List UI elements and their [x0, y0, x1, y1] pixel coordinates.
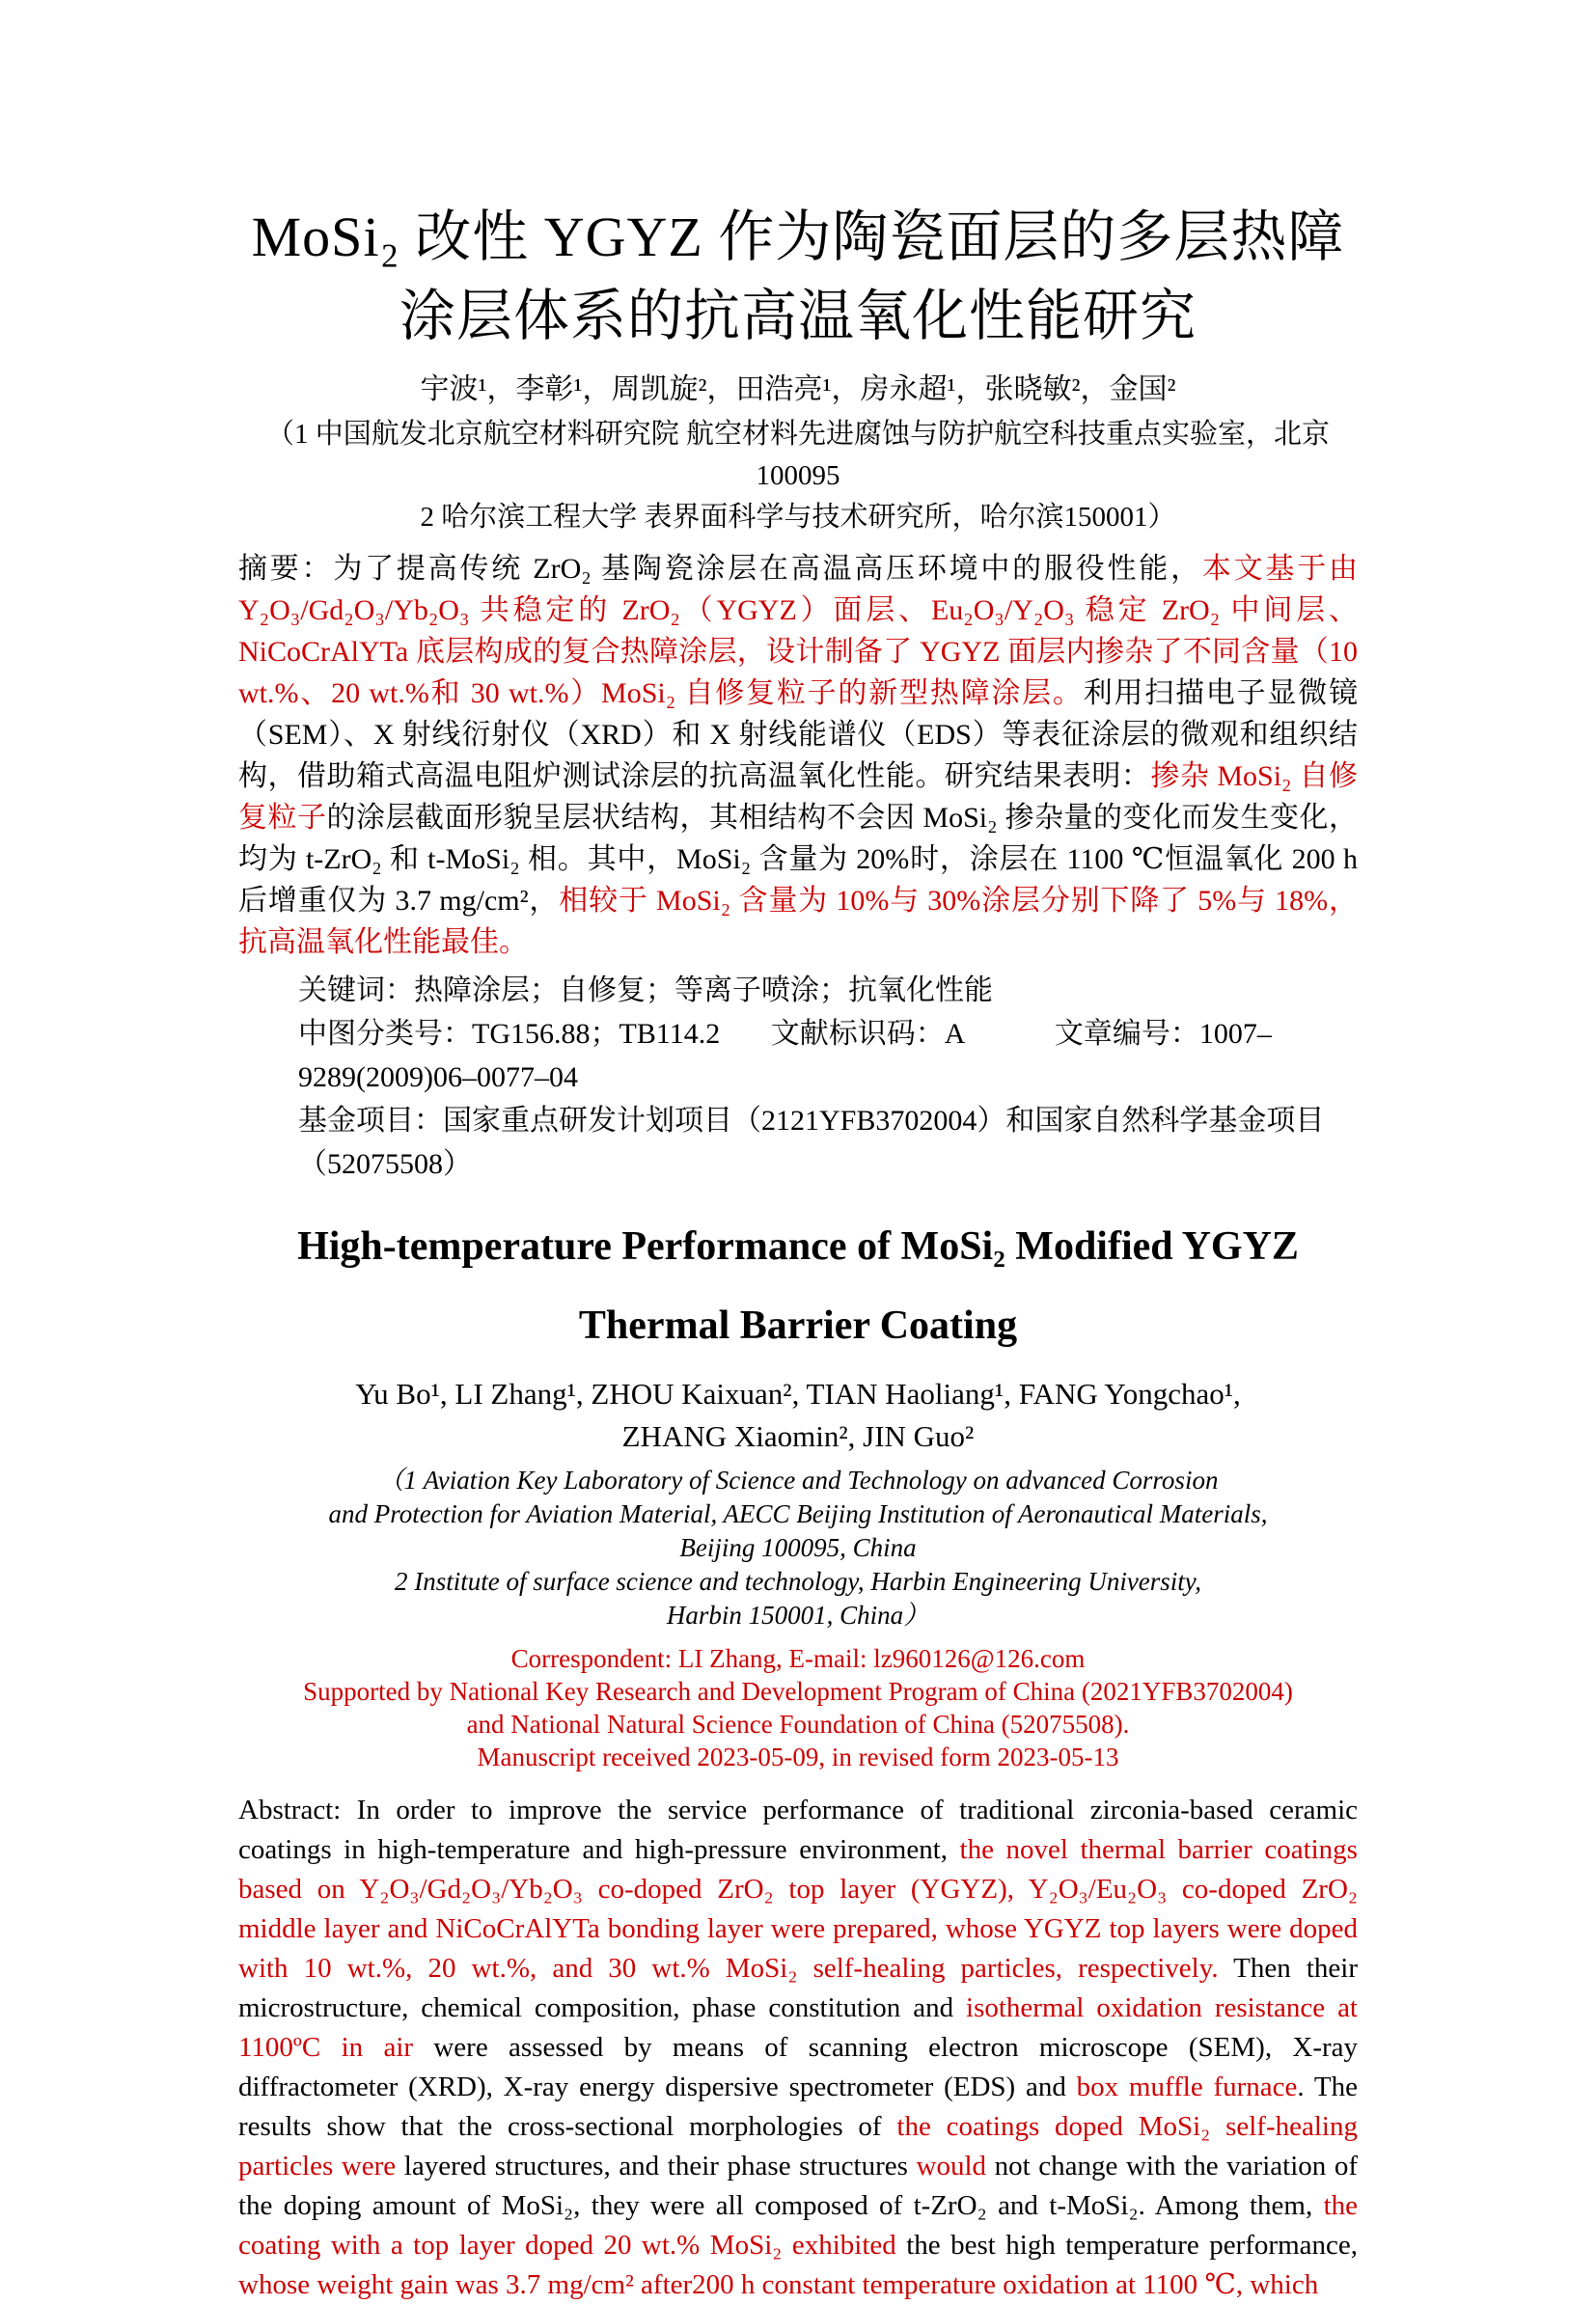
line: Yu Bo¹, LI Zhang¹, ZHOU Kaixuan², TIAN Haoliang¹, FANG Yongchao¹,	[355, 1377, 1241, 1411]
text-segment: would	[916, 2151, 987, 2182]
english-abstract	[238, 1791, 1358, 2305]
keywords-line	[298, 969, 1358, 1012]
line: Manuscript received 2023-05-09, in revised form 2023-05-13	[477, 1742, 1119, 1771]
text-segment: 相较于 MoSi₂ 含量为 10%与 30%涂层分别下降了 5%与 18%，抗高温氧化性能最佳。	[238, 885, 1358, 958]
line: Supported by National Key Research and Development Program of China (2021YFB3702004)	[303, 1677, 1293, 1706]
line: MoSi₂ 改性 YGYZ 作为陶瓷面层的多层热障	[251, 206, 1345, 268]
line: 2 Institute of surface science and technology, Harbin Engineering University,	[394, 1567, 1202, 1596]
text-segment: Abstract: In order to improve the service performance of traditional zirconia-based ceramic coatings in high-temperature and high-pressure environment,	[238, 1795, 1358, 1865]
article-id: 文章编号：1007–9289(2009)06–0077–04	[298, 1018, 1272, 1093]
line: ZHANG Xiaomin², JIN Guo²	[621, 1419, 975, 1453]
line: Beijing 100095, China	[679, 1533, 917, 1562]
text-segment: box muffle furnace	[1076, 2072, 1298, 2102]
chinese-authors: 宇波¹，李彰¹，周凯旋²，田浩亮¹，房永超¹，张晓敏²，金国²	[420, 373, 1176, 405]
english-title	[238, 1207, 1358, 1365]
document-code: 文献标识码：A	[770, 1018, 966, 1050]
classification-line	[298, 1012, 1358, 1099]
text-segment: layered structures, and their phase structures	[396, 2151, 917, 2182]
clc-number: 中图分类号：TG156.88；TB114.2	[298, 1018, 721, 1050]
text-segment: Then their microstructure, chemical composition, phase constitution and	[238, 1953, 1358, 2023]
text-segment: whose weight gain was 3.7 mg/cm² after200 h constant temperature oxidation at 1100 ℃, which	[238, 2269, 1319, 2300]
line: Correspondent: LI Zhang, E-mail: lz960126@126.com	[510, 1644, 1086, 1673]
text-segment: 本文基于由 Y₂O₃/Gd₂O₃/Yb₂O₃ 共稳定的 ZrO₂（YGYZ）面层、Eu₂O₃/Y₂O₃ 稳定 ZrO₂ 中间层、NiCoCrAlYTa 底层构成的复合热障涂层，设计制备了 YGYZ 面层内掺杂了不同含量（10 wt.%、20 wt.%和 30 wt.%）MoSi₂ 自修复粒子的新型热障涂层。	[238, 553, 1358, 709]
funding-text: 基金项目：国家重点研发计划项目（2121YFB3702004）和国家自然科学基金项目（52075508）	[298, 1105, 1325, 1180]
text-segment: the novel thermal barrier coatings based on Y₂O₃/Gd₂O₃/Yb₂O₃ co-doped ZrO₂ top layer (YGYZ), Y₂O₃/Eu₂O₃ co-doped ZrO₂ middle layer and NiCoCrAlYTa bonding layer were prepared, whose YGYZ top layers were doped with 10 wt.%, 20 wt.%, and 30 wt.% MoSi₂ self-healing particles, respectively.	[238, 1834, 1358, 1984]
text-segment: not change with the variation of the doping amount of MoSi₂, they were all composed of t-ZrO₂ and t-MoSi₂. Among them,	[238, 2151, 1359, 2221]
text-segment: the best high temperature performance,	[895, 2230, 1359, 2261]
line: （1 Aviation Key Laboratory of Science and Technology on advanced Corrosion	[377, 1466, 1219, 1495]
chinese-affiliations	[238, 414, 1358, 538]
text-segment: isothermal oxidation resistance at 1100ºC in air	[238, 1992, 1358, 2063]
text-segment: were assessed by means of scanning electron microscope (SEM), X-ray diffractometer (XRD), X-ray energy dispersive spectrometer (EDS) and	[238, 2032, 1359, 2102]
text-segment: 掺杂 MoSi₂ 自修复粒子	[238, 760, 1359, 834]
line: Harbin 150001, China）	[666, 1601, 930, 1630]
text-segment: the coating with a top layer doped 20 wt.% MoSi₂ exhibited	[238, 2190, 1358, 2261]
text-segment: . The results show that the cross-sectional morphologies of	[238, 2072, 1358, 2142]
keywords-text: 关键词：热障涂层；自修复；等离子喷涂；抗氧化性能	[298, 974, 993, 1006]
english-authors	[238, 1373, 1358, 1458]
text-segment: 的涂层截面形貌呈层状结构，其相结构不会因 MoSi₂ 掺杂量的变化而发生变化，均为 t-ZrO₂ 和 t-MoSi₂ 相。其中，MoSi₂ 含量为 20%时，涂层在 1100 ℃恒温氧化 200 h 后增重仅为 3.7 mg/cm²，	[238, 802, 1359, 917]
line: 2 哈尔滨工程大学 表界面科学与技术研究所，哈尔滨150001）	[420, 502, 1176, 533]
chinese-meta-block	[298, 969, 1358, 1186]
text-segment: the coatings doped MoSi₂ self-healing particles were	[238, 2111, 1358, 2182]
english-affiliations	[238, 1464, 1358, 1633]
line: and Protection for Aviation Material, AECC Beijing Institution of Aeronautical Materials,	[328, 1499, 1268, 1528]
correspondence-and-funding-notes	[238, 1642, 1358, 1773]
line: 涂层体系的抗高温氧化性能研究	[399, 285, 1197, 347]
chinese-title	[238, 198, 1358, 356]
text-segment: 利用扫描电子显微镜（SEM）、X 射线衍射仪（XRD）和 X 射线能谱仪（EDS）等表征涂层的微观和组织结构，借助箱式高温电阻炉测试涂层的抗高温氧化性能。研究结果表明：	[238, 677, 1359, 792]
line: and National Natural Science Foundation of China (52075508).	[466, 1710, 1130, 1739]
line: （1 中国航发北京航空材料研究院 航空材料先进腐蚀与防护航空科技重点实验室，北京 100095	[265, 419, 1330, 491]
funding-line	[298, 1099, 1358, 1186]
chinese-abstract	[238, 548, 1358, 963]
line: High-temperature Performance of MoSi₂ Modified YGYZ	[297, 1224, 1299, 1269]
text-segment: 摘要：为了提高传统 ZrO₂ 基陶瓷涂层在高温高压环境中的服役性能，	[238, 553, 1202, 585]
line: Thermal Barrier Coating	[578, 1303, 1018, 1348]
